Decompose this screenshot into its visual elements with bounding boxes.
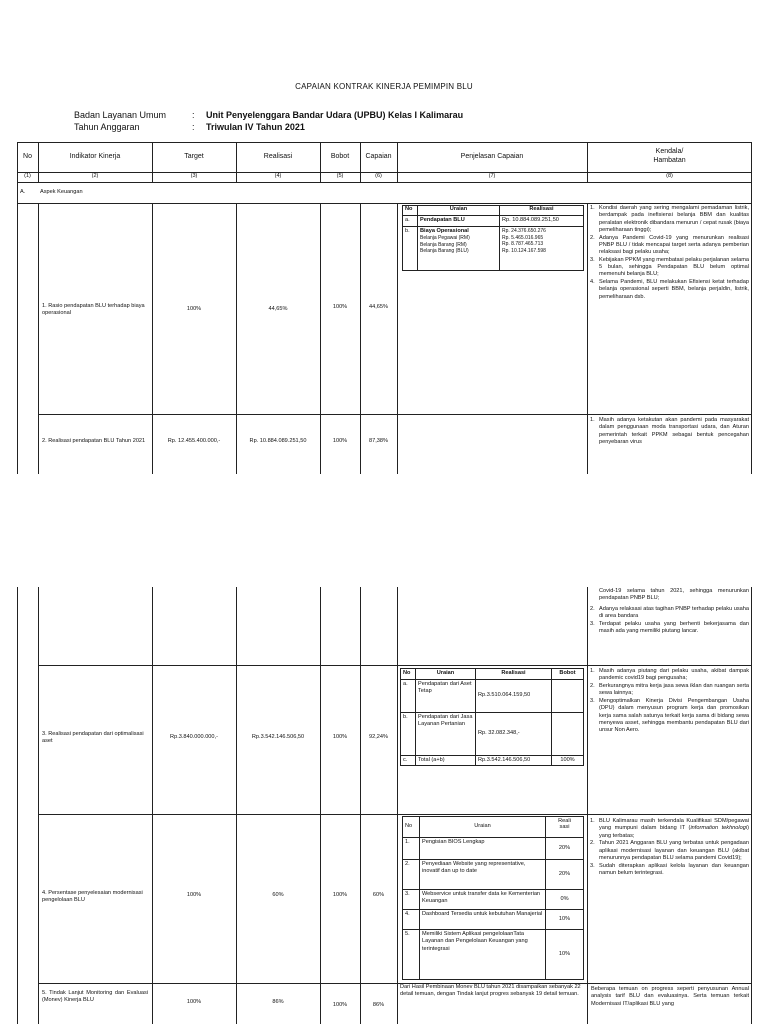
list-item: 3. Kebijakan PPKM yang membatasi pelaku perjalanan selama 5 bulan, sehingga Pendapatan BLU belum optimal memenuhi belanja BLU; <box>590 256 749 278</box>
meta-label-blu: Badan Layanan Umum <box>74 110 167 120</box>
row1-kendala-list <box>590 205 749 301</box>
sub-uraian: Dashboard Tersedia untuk kebutuhan Manajerial <box>419 910 545 929</box>
page-title: CAPAIAN KONTRAK KINERJA PEMIMPIN BLU <box>295 82 473 91</box>
sub-realisasi: 20% <box>545 860 583 889</box>
row1-indikator: 1. Rasio pendapatan BLU terhadap biaya operasional <box>42 302 145 316</box>
list-item: 2. Adanya Pandemi Covid-19 yang menurunkan realisasi PNBP BLU / tidak mencapai target serta adanya pemberian relaksasi bagi pelaku usaha; <box>590 234 749 256</box>
row4-capaian: 60% <box>372 892 385 899</box>
sub-uraian: Memiliki Sistem Aplikasi pengelolaanTata Layanan dan Pengelolaan Keuangan yang terintegrasi <box>419 930 545 979</box>
sub-no: 4. <box>405 911 410 917</box>
sub-bobot <box>551 680 583 712</box>
sub-header-bobot: Bobot <box>551 669 583 679</box>
list-item: 3. Mengoptimalkan Kinerja Divisi Pengembangan Usaha (DPU) dalam menyusun program kerja dan promosikan kerja sama salah satunya terkait kerja sama di bidang sewa menyewa asset, sehingga membantu pendapatan BLU dari unsur Non Aero. <box>590 698 749 734</box>
sub-detail-value: Rp. 5.465.016.965 <box>502 234 544 241</box>
row2-kendala-list <box>590 417 749 447</box>
row3-kendala-list <box>590 668 749 735</box>
sub-realisasi: 0% <box>545 890 583 909</box>
sub-no: 3. <box>405 891 410 897</box>
row2-target: Rp. 12.455.400.000,- <box>167 438 221 445</box>
row5-target: 100% <box>186 999 202 1006</box>
sub-realisasi: 10% <box>545 930 583 979</box>
row1-capaian: 44,65% <box>369 304 388 311</box>
sub-no: 2. <box>405 861 410 867</box>
sub-uraian: Pendapatan BLU <box>417 216 499 226</box>
list-item: 4. Selama Pandemi, BLU melakukan Efisiensi ketat terhadap belanja operasional seperti BBM, belanja perjaldin, listrik, pemeliharaan dsb. <box>590 279 749 300</box>
row4-indikator: 4. Persentase penyelesaian modernisasi pengelolaan BLU <box>42 889 143 903</box>
row3-bobot: 100% <box>332 734 348 741</box>
list-item: 2. Adanya relaksasi atas tagihan PNBP terhadap pelaku usaha di area bandara <box>590 606 749 620</box>
sub-no: b. <box>405 228 410 234</box>
header-indikator: Indikator Kinerja <box>69 152 121 160</box>
sub-realisasi: Rp.3.510.064.159,50 <box>475 680 551 712</box>
colnum: (3) <box>190 173 198 180</box>
sub-no: a. <box>405 217 410 223</box>
sub-no: b. <box>403 714 408 720</box>
sub-no: c. <box>403 757 408 763</box>
meta-value-blu: Unit Penyelenggara Bandar Udara (UPBU) Kelas I Kalimarau <box>206 110 464 120</box>
row2-kendala-cont: Covid-19 selama tahun 2021, sehingga menurunkan pendapatan PNBP BLU; <box>599 588 749 602</box>
sub-no: a. <box>403 681 408 687</box>
header-realisasi: Realisasi <box>263 152 293 160</box>
sub-realisasi: 10% <box>545 910 583 929</box>
row4-target: 100% <box>186 892 202 899</box>
row4-realisasi: 60% <box>272 892 284 899</box>
row3-capaian: 92,24% <box>369 734 388 741</box>
section-no: A. <box>20 189 26 196</box>
list-item: 1. Masih adanya piutang dari pelaku usaha, akibat dampak pandemic covid19 bagi pengusaha; <box>590 668 749 682</box>
sub-header-uraian: Uraian <box>419 817 545 837</box>
row5-bobot: 100% <box>332 1002 348 1009</box>
sub-header-realisasi: Reali sasi <box>545 817 583 837</box>
row4-bobot: 100% <box>332 892 348 899</box>
colnum: (2) <box>91 173 99 180</box>
sub-realisasi: Rp. 32.082.348,- <box>475 713 551 755</box>
sub-detail-label: Belanja Barang (RM) <box>420 241 467 248</box>
sub-no: 5. <box>405 931 410 937</box>
row3-realisasi: Rp.3.542.146.506,50 <box>251 734 305 741</box>
sub-header-no: No <box>403 670 411 676</box>
row4-subtable <box>402 816 584 980</box>
list-item: 2. Tahun 2021 Anggaran BLU yang terbatas untuk pengadaan aplikasi modernisasi layanan dan keuangan BLU (akibat menurunnya pendapatan BLU selama pandemi Covid19); <box>590 840 749 861</box>
colnum: (8) <box>666 173 673 180</box>
sub-realisasi: Rp. 24.376.650.276 <box>502 228 546 234</box>
sub-uraian: Penyediaan Website yang representative, inovatif dan up to date <box>419 860 545 889</box>
row1-subtable <box>402 205 584 271</box>
row2-bobot: 100% <box>332 438 348 445</box>
header-penjelasan: Penjelasan Capaian <box>460 152 524 160</box>
sub-uraian: Pendapatan dari Jasa Layanan Pertanian <box>415 713 475 755</box>
row1-realisasi: 44,65% <box>268 306 288 313</box>
sub-header-realisasi: Realisasi <box>475 669 551 679</box>
colnum: (5) <box>336 173 344 180</box>
row3-subtable <box>400 668 584 766</box>
row5-kendala: Beberapa temuan on progress seperti penyusunan Annual analysis tarif BLU dan evaluasinya. Serta temuan terkait Modernisasi IT/aplikasi BLU yang <box>591 986 749 1007</box>
sub-header-no: No <box>405 823 413 830</box>
sub-realisasi: Rp. 10.884.089.251,50 <box>499 216 583 226</box>
sub-header-uraian: Uraian <box>415 669 475 679</box>
list-item: 3. Sudah diterapkan aplikasi kelola layanan dan keuangan namun belum terintegrasi. <box>590 862 749 876</box>
sub-uraian: Webservice untuk transfer data ke Kementerian Keuangan <box>419 890 545 909</box>
row3-indikator: 3. Realisasi pendapatan dari optimalisasi aset <box>42 730 144 744</box>
sub-uraian: Biaya Operasional <box>420 228 469 234</box>
header-no: No <box>23 152 32 160</box>
header-bobot: Bobot <box>330 152 350 160</box>
meta-label-tahun: Tahun Anggaran <box>74 122 140 132</box>
section-label: Aspek Keuangan <box>40 189 83 196</box>
row2-realisasi: Rp. 10.884.089.251,50 <box>249 438 307 445</box>
sub-detail-label: Belanja Pegawai (RM) <box>420 235 470 242</box>
sub-uraian: Pengisian BIOS Lengkap <box>419 838 545 859</box>
header-capaian: Capaian <box>365 152 392 160</box>
header-kendala: Kendala/ Hambatan <box>653 148 686 164</box>
sub-uraian: Total (a+b) <box>415 756 475 765</box>
sub-header-realisasi: Realisasi <box>499 206 583 215</box>
sub-detail-value: Rp. 10.124.167.598 <box>502 247 546 254</box>
row1-target: 100% <box>186 306 202 313</box>
list-item: 2. Berkurangnya mitra kerja jasa sewa iklan dan ruangan serta sewa lainnya; <box>590 683 749 697</box>
sub-header-uraian: Uraian <box>417 206 499 215</box>
list-item: 3. Terdapat pelaku usaha yang berhenti bekerjasama dan masih ada yang memiliki piutang lancar. <box>590 621 749 635</box>
meta-sep: : <box>192 122 195 132</box>
sub-header-no: No <box>405 206 413 212</box>
sub-detail-label: Belanja Barang (BLU) <box>420 248 469 255</box>
sub-uraian: Pendapatan dari Aset Tetap <box>415 680 475 712</box>
row5-capaian: 86% <box>372 1002 385 1009</box>
row4-kendala-list <box>590 818 749 878</box>
row1-bobot: 100% <box>332 304 348 311</box>
row2-capaian: 87,38% <box>369 438 388 445</box>
list-item: 1. BLU Kalimarau masih terkendala Kualifikasi SDM/pegawai yang mumpuni dalam bidang IT (information tekhnologi) yang terbatas; <box>590 818 749 839</box>
row2-indikator: 2. Realisasi pendapatan BLU Tahun 2021 <box>42 438 146 445</box>
row5-indikator: 5. Tindak Lanjut Monitoring dan Evaluasi (Monev) Kinerja BLU <box>42 990 148 1004</box>
sub-no: 1. <box>405 839 410 845</box>
colnum: (1) <box>24 173 31 180</box>
sub-bobot: 100% <box>551 756 583 765</box>
list-item: 1. Kondisi daerah yang sering mengalami pemadaman listrik, berdampak pada inefisiensi belanja BBM dan kualitas peralatan elektronik dibandara menurun / cepat rusak (biaya pemeliharaan tinggi); <box>590 205 749 233</box>
sub-detail-value: Rp. 8.787.465.713 <box>502 241 544 247</box>
colnum: (7) <box>488 173 496 180</box>
row5-realisasi: 86% <box>272 999 284 1006</box>
row3-target: Rp.3.840.000.000,- <box>170 734 218 741</box>
row2-kendala-list-cont <box>590 606 749 636</box>
colnum: (4) <box>274 173 282 180</box>
header-target: Target <box>184 152 204 160</box>
sub-realisasi: Rp.3.542.146.506,50 <box>475 756 551 765</box>
meta-value-tahun: Triwulan IV Tahun 2021 <box>206 122 305 132</box>
colnum: (6) <box>375 173 382 180</box>
sub-bobot <box>551 713 583 755</box>
sub-realisasi: 20% <box>545 838 583 859</box>
meta-sep: : <box>192 110 195 120</box>
row5-penjelasan: Dari Hasil Pembinaan Monev BLU tahun 2021 disampaikan sebanyak 22 detail temuan, dengan Tindak lanjut progres sebanyak 19 detail temuan. <box>400 984 581 998</box>
list-item: 1. Masih adanya ketakutan akan pandemi pada masyarakat dalam penggunaan moda transportasi udara, dan Aturan pemerintah terkait PPKM sebagai bentuk pencegahan penyebaran virus <box>590 417 749 445</box>
